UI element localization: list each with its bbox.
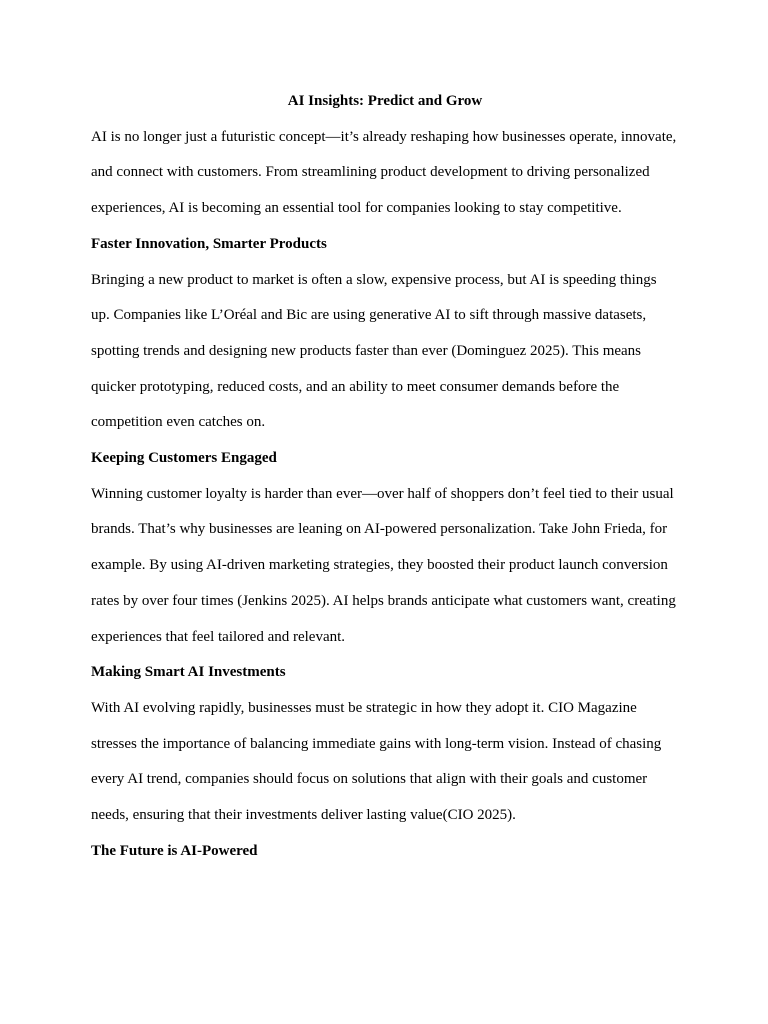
section-heading-engagement: Keeping Customers Engaged xyxy=(91,450,277,467)
document-body xyxy=(91,84,679,869)
section-body-engagement: Winning customer loyalty is harder than ever—over half of shoppers don’t feel tied to their usual brands. That’s why businesses are leaning on AI-powered personalization. Take John Frieda, for example. By using AI-driven marketing strategies, they boosted their product launch conversion rates by over four times (Jenkins 2025). AI helps brands anticipate what customers want, creating experiences that feel tailored and relevant. xyxy=(91,485,676,645)
section-heading-future: The Future is AI-Powered xyxy=(91,842,258,859)
section-body-innovation: Bringing a new product to market is often a slow, expensive process, but AI is speeding things up. Companies like L’Oréal and Bic are using generative AI to sift through massive datasets, spotting trends and designing new products faster than ever (Dominguez 2025). This means quicker prototyping, reduced costs, and an ability to meet consumer demands before the competition even catches on. xyxy=(91,271,657,431)
document-title: AI Insights: Predict and Grow xyxy=(287,93,483,109)
section-heading-innovation: Faster Innovation, Smarter Products xyxy=(91,235,327,252)
section-body-investments: With AI evolving rapidly, businesses must be strategic in how they adopt it. CIO Magazine stresses the importance of balancing immediate gains with long-term vision. Instead of chasing every AI trend, companies should focus on solutions that align with their goals and customer needs, ensuring that their investments deliver lasting value(CIO 2025). xyxy=(91,699,662,824)
intro-paragraph: AI is no longer just a futuristic concept—it’s already reshaping how businesses operate, innovate, and connect with customers. From streamlining product development to driving personalized experiences, AI is becoming an essential tool for companies looking to stay competitive. xyxy=(91,128,677,217)
section-heading-investments: Making Smart AI Investments xyxy=(91,664,286,681)
